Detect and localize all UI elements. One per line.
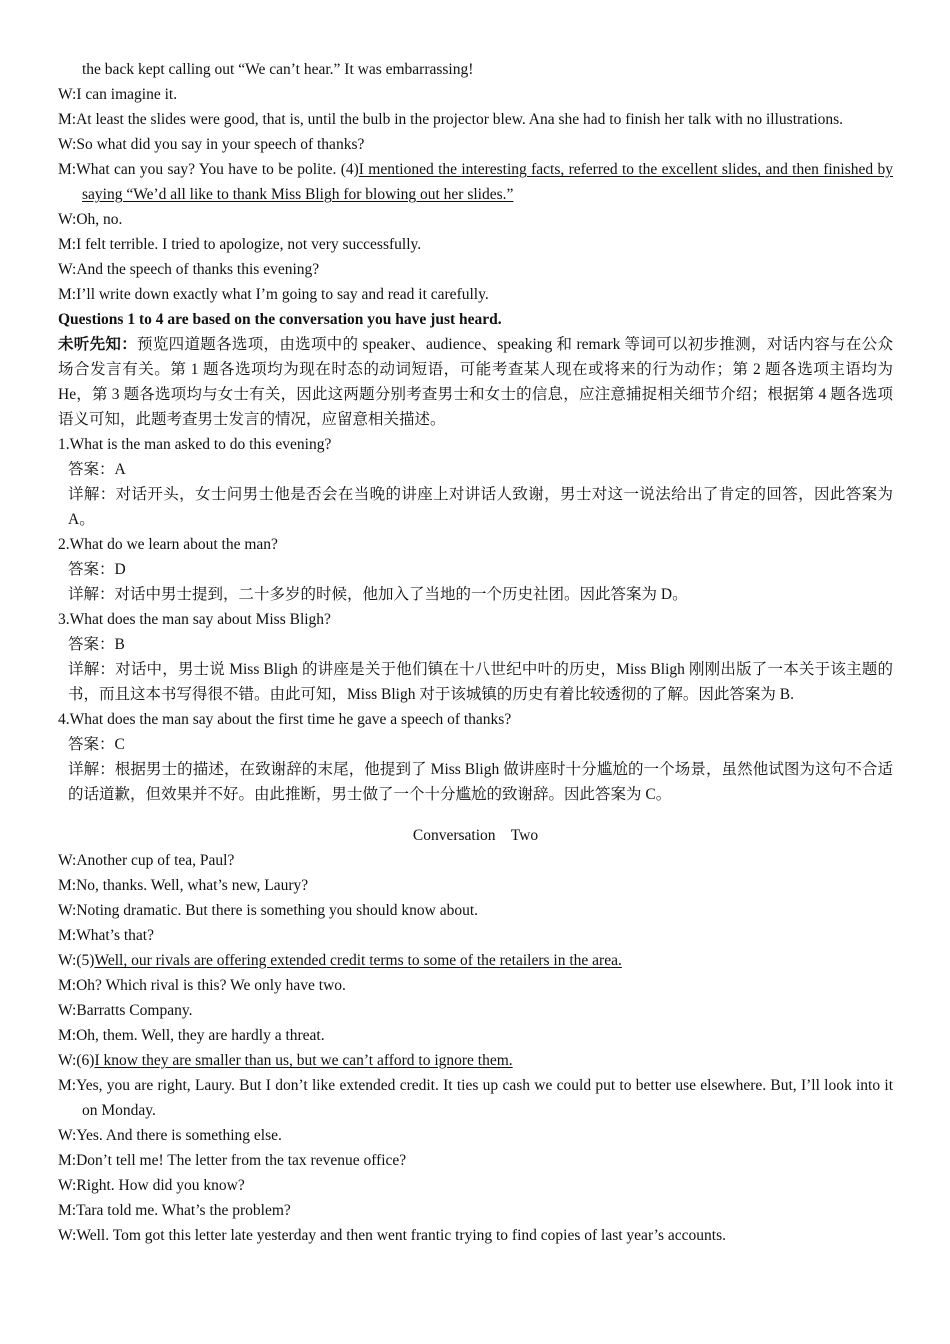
underlined-key-sentence: Well, our rivals are offering extended credit terms to some of the retailers in the area. <box>94 952 622 969</box>
section-spacer <box>58 807 893 823</box>
preview-paragraph <box>58 332 893 432</box>
preview-label: 未听先知： <box>58 336 138 353</box>
dialogue-line: W:Barratts Company. <box>58 1002 193 1019</box>
dialogue-line: M:Tara told me. What’s the problem? <box>58 1202 291 1219</box>
dialogue-line: W:Right. How did you know? <box>58 1177 245 1194</box>
question-text: 4.What does the man say about the first time he gave a speech of thanks? <box>58 711 512 728</box>
question-block <box>58 607 893 707</box>
document-page <box>58 57 893 1248</box>
dialogue-line: W:I can imagine it. <box>58 86 178 103</box>
question-text: 3.What does the man say about Miss Bligh? <box>58 611 331 628</box>
underlined-key-sentence: I know they are smaller than us, but we can’t afford to ignore them. <box>94 1052 513 1069</box>
dialogue-line <box>58 157 893 207</box>
question-text: 2.What do we learn about the man? <box>58 536 278 553</box>
preview-text: 预览四道题各选项，由选项中的 speaker、audience、speaking 和 remark 等词可以初步推测，对话内容与在公众场合发言有关。第 1 题各选项均为现在时态的动词短语，可能考查某人现在或将来的行为动作；第 2 题各选项主语均为 He，第 3 题各选项均与女士有关，因此这两题分别考查男士和女士的信息，应注意捕捉相关细节介绍；根据第 4 题各选项语义可知，此题考查男士发言的情况，应留意相关描述。 <box>58 336 893 428</box>
questions-heading: Questions 1 to 4 are based on the conversation you have just heard. <box>58 311 502 328</box>
dialogue-prefix: M:What can you say? You have to be polite. (4) <box>58 161 359 178</box>
dialogue-line: M:Oh, them. Well, they are hardly a threat. <box>58 1027 325 1044</box>
dialogue-prefix: W:(6) <box>58 1052 95 1069</box>
dialogue-line: M:I felt terrible. I tried to apologize, not very successfully. <box>58 236 422 253</box>
underlined-key-sentence: I mentioned the interesting facts, referred to the excellent slides, and then finished by saying “We’d all like to thank Miss Bligh for blowing out her slides.” <box>82 161 893 203</box>
detail-text: 详解：对话中男士提到，二十多岁的时候，他加入了当地的一个历史社团。因此答案为 D。 <box>68 586 688 603</box>
question-block <box>58 432 893 532</box>
dialogue-line <box>58 1048 893 1073</box>
dialogue-line: W:Oh, no. <box>58 211 123 228</box>
dialogue-line: W:Another cup of tea, Paul? <box>58 852 235 869</box>
dialogue-line: M:Don’t tell me! The letter from the tax revenue office? <box>58 1152 407 1169</box>
dialogue-line: W:Yes. And there is something else. <box>58 1127 282 1144</box>
question-block <box>58 532 893 607</box>
dialogue-line: W:And the speech of thanks this evening? <box>58 261 320 278</box>
dialogue-prefix: W:(5) <box>58 952 95 969</box>
conversation-two <box>58 848 893 1248</box>
dialogue-line: M:Yes, you are right, Laury. But I don’t like extended credit. It ties up cash we could put to better use elsewhere. But, I’ll look into it on Monday. <box>58 1077 893 1119</box>
dialogue-line: M:What’s that? <box>58 927 154 944</box>
dialogue-line: W:Noting dramatic. But there is something you should know about. <box>58 902 479 919</box>
question-text: 1.What is the man asked to do this evening? <box>58 436 332 453</box>
dialogue-line: W:Well. Tom got this letter late yesterday and then went frantic trying to find copies of last year’s accounts. <box>58 1227 726 1244</box>
detail-text: 详解：对话开头，女士问男士他是否会在当晚的讲座上对讲话人致谢，男士对这一说法给出了肯定的回答，因此答案为 A。 <box>68 486 893 528</box>
detail-text: 详解：对话中，男士说 Miss Bligh 的讲座是关于他们镇在十八世纪中叶的历史，Miss Bligh 刚刚出版了一本关于该主题的书，而且这本书写得很不错。由此可知，Miss Bligh 对于该城镇的历史有着比较透彻的了解。因此答案为 B. <box>68 661 893 703</box>
dialogue-line: W:So what did you say in your speech of thanks? <box>58 136 365 153</box>
detail-text: 详解：根据男士的描述，在致谢辞的末尾，他提到了 Miss Bligh 做讲座时十分尴尬的一个场景，虽然他试图为这句不合适的话道歉，但效果并不好。由此推断，男士做了一个十分尴尬的致谢辞。因此答案为 C。 <box>68 761 893 803</box>
answer-text: 答案：D <box>68 561 126 578</box>
conversation-two-title: Conversation Two <box>412 827 539 844</box>
conversation-one-tail <box>58 57 893 307</box>
answer-text: 答案：C <box>68 736 125 753</box>
dialogue-line: M:At least the slides were good, that is, until the bulb in the projector blew. Ana she had to finish her talk with no illustrations. <box>58 111 844 128</box>
dialogue-line: the back kept calling out “We can’t hear.” It was embarrassing! <box>82 61 474 78</box>
question-block <box>58 707 893 807</box>
dialogue-line: M:I’ll write down exactly what I’m going to say and read it carefully. <box>58 286 489 303</box>
dialogue-line <box>58 948 893 973</box>
answer-text: 答案：A <box>68 461 126 478</box>
dialogue-line: M:Oh? Which rival is this? We only have two. <box>58 977 346 994</box>
answer-text: 答案：B <box>68 636 125 653</box>
dialogue-line: M:No, thanks. Well, what’s new, Laury? <box>58 877 309 894</box>
